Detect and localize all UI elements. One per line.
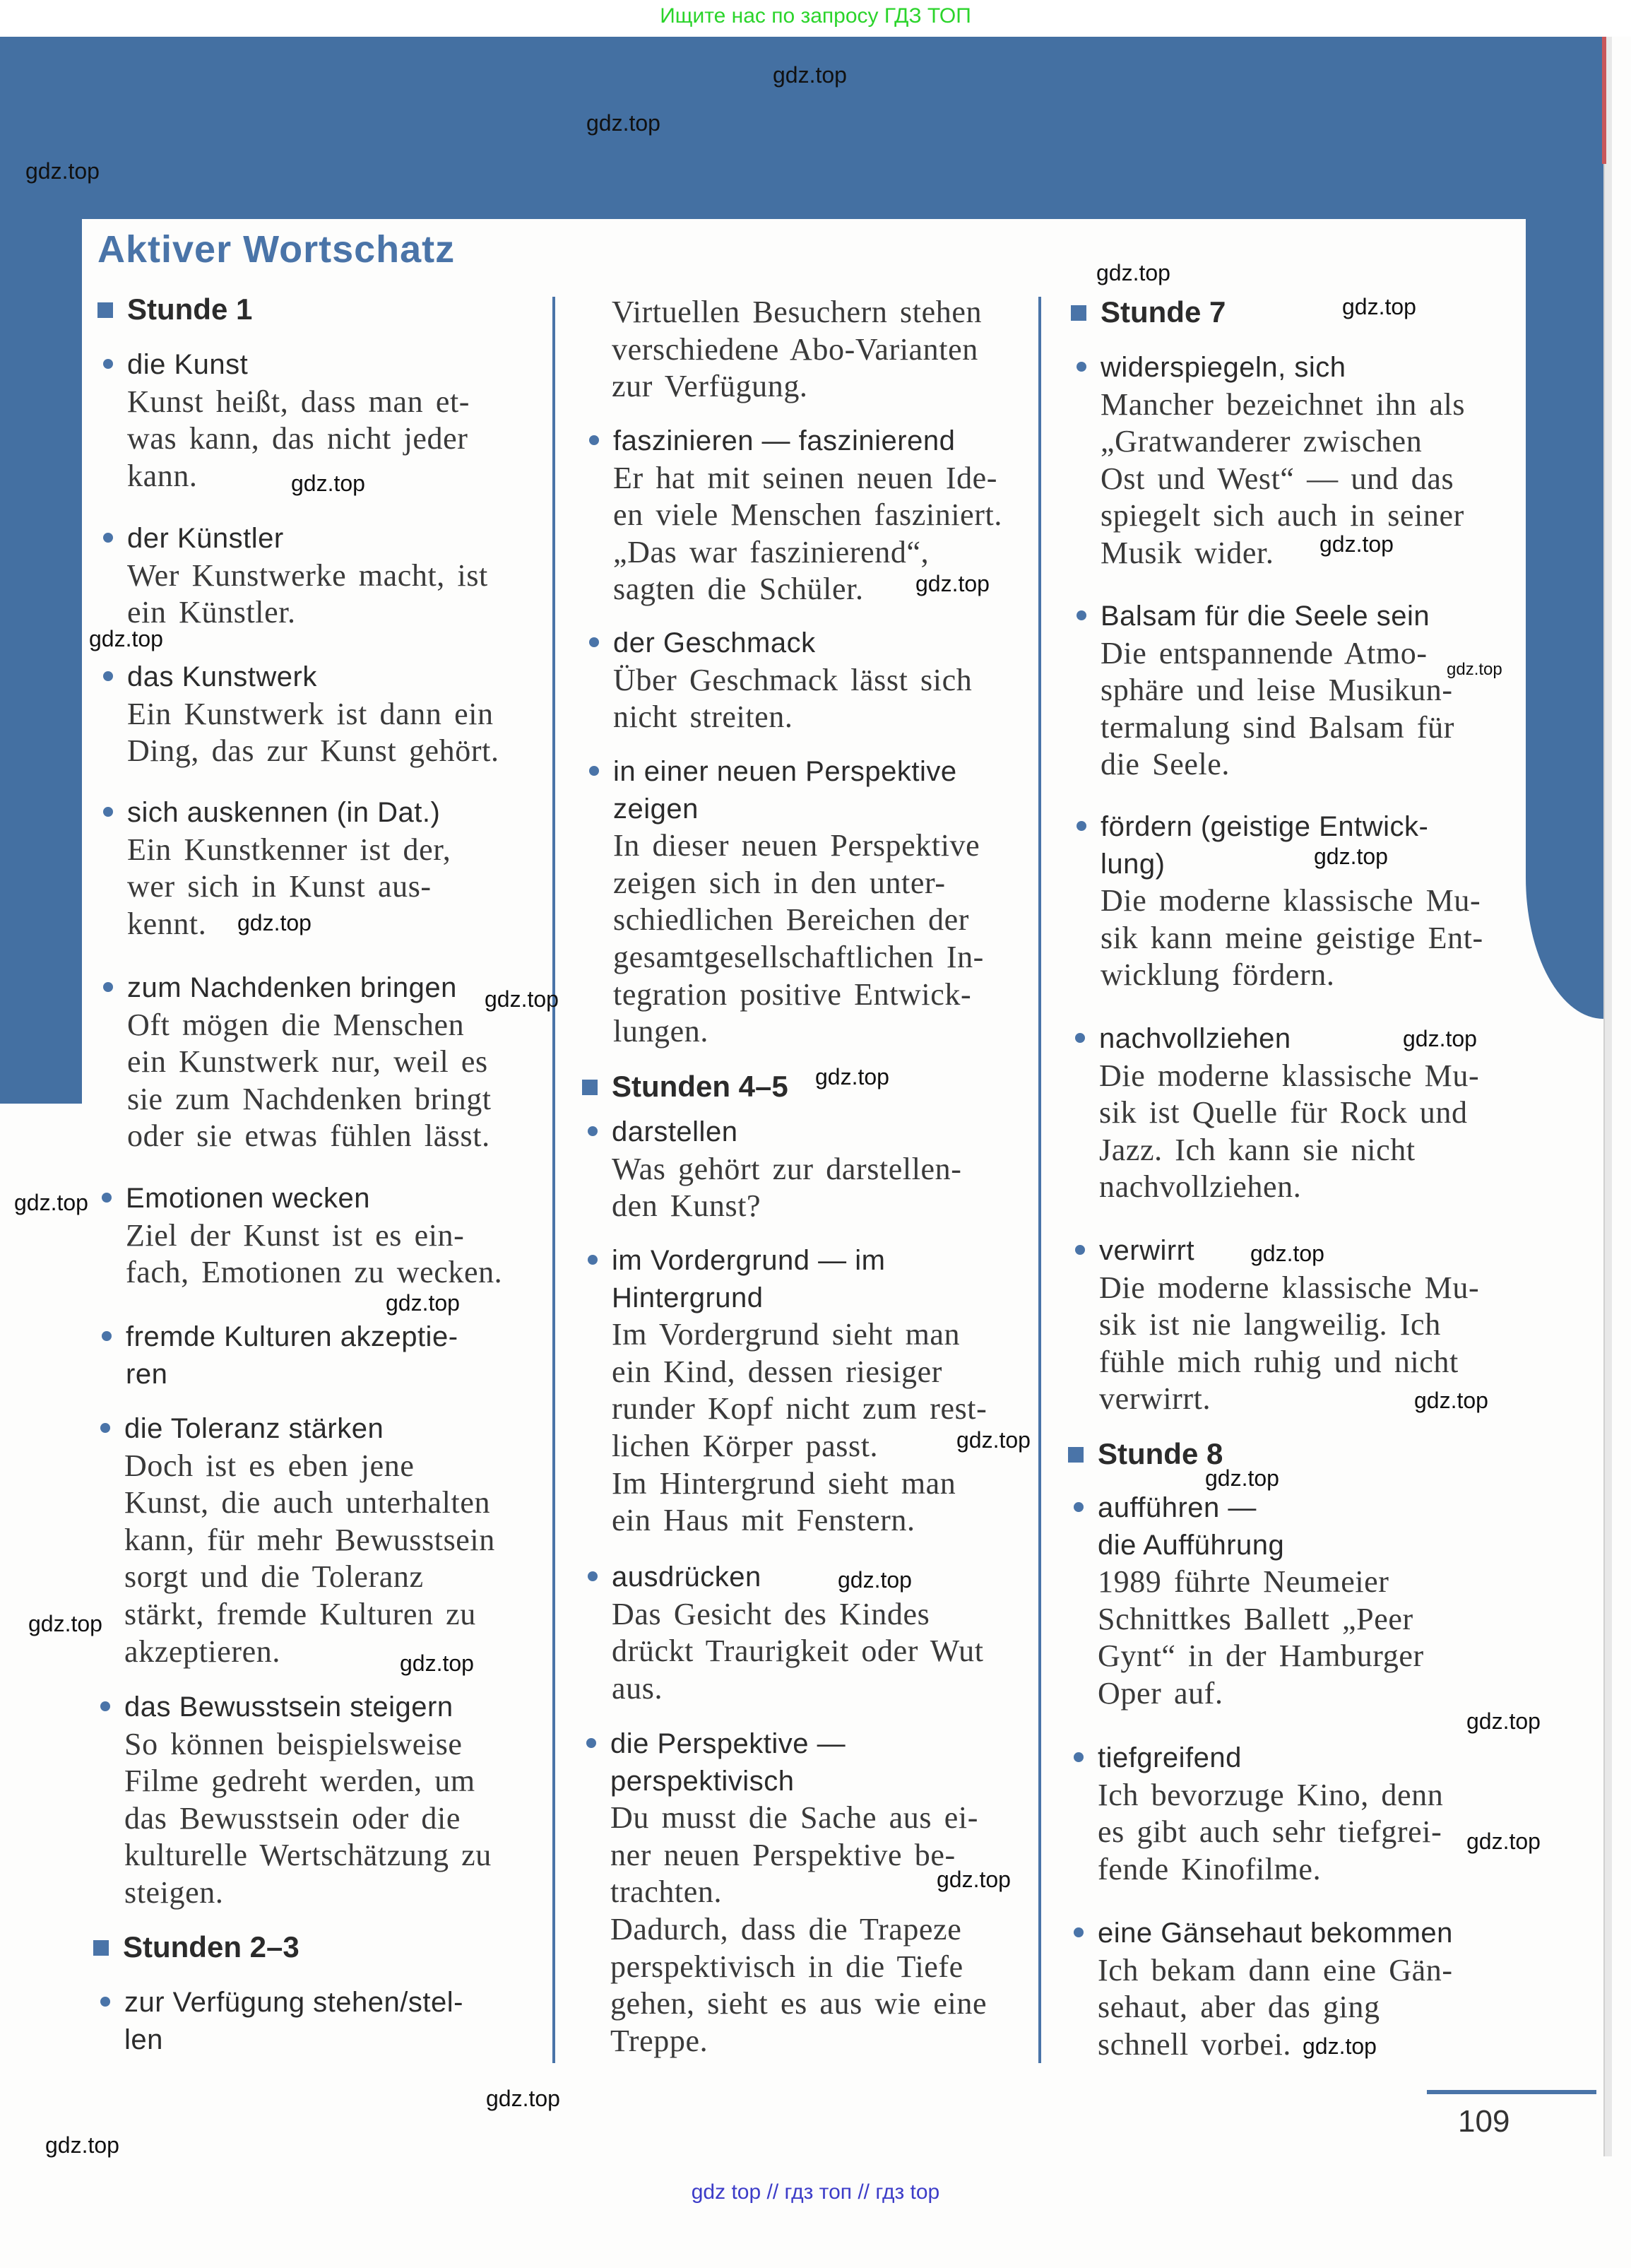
entry-word: widerspiegeln, sich bbox=[1101, 352, 1346, 383]
entry-example: Doch ist es eben jene Kunst, die auch unterhalten kann, für mehr Bewusstsein sorgt und die Toleranz stärkt, fremde Kulturen zu akzeptieren. bbox=[124, 1448, 495, 1669]
bullet-icon bbox=[1077, 362, 1086, 372]
watermark: gdz.top bbox=[386, 1290, 460, 1316]
search-banner: Ищите нас по запросу ГДЗ ТОП bbox=[0, 0, 1631, 37]
bullet-icon bbox=[103, 359, 113, 369]
vocab-entry bbox=[613, 625, 1065, 736]
vocab-entry bbox=[126, 1318, 578, 1393]
bullet-icon bbox=[589, 435, 599, 445]
entry-example: Virtuellen Besuchern stehen verschiedene Abo-Varianten zur Verfügung. bbox=[612, 295, 983, 404]
bullet-icon bbox=[1075, 1245, 1085, 1255]
entry-word: zur Verfügung stehen/stel- len bbox=[124, 1987, 463, 2055]
entry-word: sich auskennen (in Dat.) bbox=[127, 797, 441, 828]
entry-word: darstellen bbox=[612, 1116, 738, 1147]
entry-word: ausdrücken bbox=[612, 1561, 761, 1593]
watermark: gdz.top bbox=[915, 571, 990, 596]
entry-word: nachvollziehen bbox=[1099, 1023, 1291, 1054]
bullet-icon bbox=[102, 1331, 112, 1341]
entry-word: zum Nachdenken bringen bbox=[127, 972, 457, 1003]
bullet-icon bbox=[1077, 610, 1086, 620]
bullet-icon bbox=[588, 1126, 598, 1136]
vocab-entry bbox=[124, 1410, 576, 1670]
vocab-entry bbox=[1101, 808, 1553, 994]
entry-word: eine Gänsehaut bekommen bbox=[1098, 1918, 1453, 1949]
bullet-icon bbox=[1077, 821, 1086, 831]
heading-text: Stunden 2–3 bbox=[123, 1930, 299, 1963]
watermark: gdz.top bbox=[1319, 531, 1394, 557]
entry-word: die Kunst bbox=[127, 349, 249, 380]
watermark: gdz.top bbox=[1205, 1465, 1279, 1491]
entry-word: die Perspektive — perspektivisch bbox=[610, 1728, 846, 1797]
entry-word: der Geschmack bbox=[613, 627, 816, 658]
section-heading bbox=[1068, 1436, 1223, 1472]
entry-example: Die moderne klassische Mu- sik kann meine geistige Ent- wicklung fördern. bbox=[1101, 883, 1483, 993]
watermark: gdz.top bbox=[1314, 844, 1388, 869]
entry-word: fördern (geistige Entwick- lung) bbox=[1101, 811, 1429, 880]
entry-example: Ziel der Kunst ist es ein- fach, Emotionen zu wecken. bbox=[126, 1217, 503, 1290]
watermark: gdz.top bbox=[956, 1427, 1031, 1453]
vocab-entry bbox=[612, 1114, 1064, 1225]
square-bullet-icon bbox=[582, 1080, 598, 1095]
vocab-entry bbox=[124, 1689, 576, 1912]
bullet-icon bbox=[586, 1738, 596, 1748]
square-bullet-icon bbox=[97, 302, 113, 318]
watermark: gdz.top bbox=[1466, 1829, 1541, 1854]
entry-example: Die entspannende Atmo- sphäre und leise Musikun- termalung sind Balsam für die Seele. bbox=[1101, 635, 1455, 782]
vocab-entry bbox=[613, 423, 1065, 608]
vocab-entry bbox=[612, 1242, 1064, 1540]
watermark: gdz.top bbox=[1447, 660, 1502, 679]
entry-example: Ich bevorzuge Kino, denn es gibt auch sehr tiefgrei- fende Kinofilme. bbox=[1098, 1777, 1444, 1886]
vocab-entry bbox=[613, 753, 1065, 1051]
vocab-entry bbox=[127, 520, 579, 632]
watermark: gdz.top bbox=[1303, 2033, 1377, 2059]
vocab-entry-continuation bbox=[612, 294, 1064, 406]
watermark: gdz.top bbox=[14, 1190, 88, 1215]
bullet-icon bbox=[103, 982, 113, 992]
entry-word: die Toleranz stärken bbox=[124, 1413, 384, 1444]
entry-word: faszinieren — faszinierend bbox=[613, 425, 956, 456]
watermark: gdz.top bbox=[773, 62, 847, 88]
entry-word: das Bewusstsein steigern bbox=[124, 1691, 453, 1723]
bullet-icon bbox=[103, 807, 113, 817]
entry-example: Ein Kunstwerk ist dann ein Ding, das zur Kunst gehört. bbox=[127, 696, 499, 769]
bullet-icon bbox=[589, 766, 599, 776]
watermark: gdz.top bbox=[45, 2132, 119, 2158]
entry-word: Balsam für die Seele sein bbox=[1101, 601, 1430, 632]
blue-background-left bbox=[0, 37, 82, 1104]
page-edge bbox=[1603, 37, 1612, 2156]
section-heading bbox=[97, 291, 252, 328]
watermark: gdz.top bbox=[485, 986, 559, 1012]
bullet-icon bbox=[100, 1701, 110, 1711]
heading-text: Stunde 1 bbox=[127, 293, 253, 326]
entry-example: So können beispielsweise Filme gedreht werden, um das Bewusstsein oder die kulturelle Wertschätzung zu steigen. bbox=[124, 1726, 492, 1910]
watermark: gdz.top bbox=[1466, 1708, 1541, 1734]
watermark: gdz.top bbox=[486, 2086, 560, 2111]
entry-example: Wer Kunstwerke macht, ist ein Künstler. bbox=[127, 557, 488, 630]
entry-word: fremde Kulturen akzeptie- ren bbox=[126, 1321, 458, 1390]
watermark: gdz.top bbox=[89, 626, 163, 651]
entry-example: Er hat mit seinen neuen Ide- en viele Menschen fasziniert. „Das war faszinierend“, sagten die Schüler. bbox=[613, 460, 1002, 607]
watermark: gdz.top bbox=[1342, 294, 1416, 319]
bullet-icon bbox=[588, 1571, 598, 1581]
bullet-icon bbox=[100, 1423, 110, 1433]
watermark: gdz.top bbox=[586, 110, 660, 136]
entry-word: verwirrt bbox=[1099, 1235, 1195, 1266]
entry-example: Ein Kunstkenner ist der, wer sich in Kunst aus- kennt. bbox=[127, 832, 451, 941]
watermark: gdz.top bbox=[937, 1867, 1011, 1892]
page-number: 109 bbox=[1458, 2104, 1510, 2139]
vocab-entry bbox=[1098, 1740, 1550, 1888]
watermark: gdz.top bbox=[1096, 260, 1170, 285]
vocab-entry bbox=[127, 794, 579, 943]
page-number-rule bbox=[1427, 2090, 1596, 2094]
watermark: gdz.top bbox=[28, 1611, 102, 1636]
entry-example: In dieser neuen Perspektive zeigen sich in den unter- schiedlichen Bereichen der gesamtgesellschaftlichen In- tegration positive Entwick- lungen. bbox=[613, 828, 984, 1049]
page-edge-marker bbox=[1602, 37, 1606, 164]
bullet-icon bbox=[102, 1193, 112, 1203]
section-heading bbox=[93, 1929, 299, 1966]
square-bullet-icon bbox=[93, 1940, 109, 1956]
footer-links[interactable]: gdz top // гдз топ // гдз top bbox=[691, 2180, 940, 2204]
section-heading bbox=[582, 1068, 788, 1105]
watermark: gdz.top bbox=[25, 158, 100, 184]
bullet-icon bbox=[100, 1997, 110, 2007]
entry-word: Emotionen wecken bbox=[126, 1183, 370, 1214]
watermark: gdz.top bbox=[1414, 1388, 1488, 1413]
entry-word: tiefgreifend bbox=[1098, 1742, 1242, 1773]
entry-example: Kunst heißt, dass man et- was kann, das nicht jeder kann. bbox=[127, 384, 470, 493]
vocab-entry bbox=[1101, 598, 1553, 784]
entry-example: Mancher bezeichnet ihn als „Gratwanderer zwischen Ost und West“ — und das spiegelt sich auch in seiner Musik wider. bbox=[1101, 386, 1466, 570]
entry-example: Die moderne klassische Mu- sik ist nie langweilig. Ich fühle mich ruhig und nicht verwirrt. bbox=[1099, 1270, 1480, 1417]
entry-word: das Kunstwerk bbox=[127, 661, 317, 692]
entry-word: im Vordergrund — im Hintergrund bbox=[612, 1245, 886, 1313]
vocab-entry bbox=[1098, 1489, 1550, 1713]
vocab-entry bbox=[127, 658, 579, 770]
heading-text: Stunde 8 bbox=[1098, 1437, 1223, 1470]
heading-text: Stunde 7 bbox=[1101, 295, 1226, 329]
entry-word: aufführen — die Aufführung bbox=[1098, 1492, 1285, 1561]
bullet-icon bbox=[103, 671, 113, 681]
entry-example: Im Vordergrund sieht man ein Kind, dessen riesiger runder Kopf nicht zum rest- lichen Körper passt. Im Hintergrund sieht man ein Haus mit Fenstern. bbox=[612, 1317, 988, 1538]
section-heading bbox=[1071, 294, 1226, 331]
vocab-entry bbox=[124, 1984, 576, 2058]
watermark: gdz.top bbox=[237, 910, 312, 935]
entry-example: Was gehört zur darstellen- den Kunst? bbox=[612, 1151, 962, 1224]
watermark: gdz.top bbox=[815, 1064, 889, 1089]
watermark: gdz.top bbox=[1403, 1026, 1477, 1051]
entry-example: Ich bekam dann eine Gän- sehaut, aber das ging schnell vorbei. bbox=[1098, 1952, 1453, 2062]
watermark: gdz.top bbox=[291, 471, 365, 496]
square-bullet-icon bbox=[1068, 1447, 1084, 1463]
entry-example: Über Geschmack lässt sich nicht streiten. bbox=[613, 662, 973, 735]
vocab-entry bbox=[1099, 1020, 1551, 1206]
bullet-icon bbox=[1075, 1033, 1085, 1043]
entry-example: Oft mögen die Menschen ein Kunstwerk nur, weil es sie zum Nachdenken bringt oder sie etwas fühlen lässt. bbox=[127, 1007, 492, 1154]
bullet-icon bbox=[1074, 1927, 1084, 1937]
entry-example: Du musst die Sache aus ei- ner neuen Perspektive be- trachten. Dadurch, dass die Trapeze perspektivisch in die Tiefe gehen, sieht es aus wie eine Treppe. bbox=[610, 1800, 988, 2058]
entry-example: 1989 führte Neumeier Schnittkes Ballett „Peer Gynt“ in der Hamburger Oper auf. bbox=[1098, 1564, 1424, 1711]
entry-example: Die moderne klassische Mu- sik ist Quelle für Rock und Jazz. Ich kann sie nicht nachvollziehen. bbox=[1099, 1058, 1480, 1205]
heading-text: Stunden 4–5 bbox=[612, 1070, 788, 1103]
entry-word: der Künstler bbox=[127, 523, 284, 554]
square-bullet-icon bbox=[1071, 305, 1086, 321]
watermark: gdz.top bbox=[400, 1650, 474, 1676]
entry-word: in einer neuen Perspektive zeigen bbox=[613, 756, 957, 825]
bullet-icon bbox=[1074, 1502, 1084, 1512]
page-title: Aktiver Wortschatz bbox=[97, 228, 456, 271]
vocab-entry bbox=[126, 1180, 578, 1292]
entry-example: Das Gesicht des Kindes drückt Traurigkeit oder Wut aus. bbox=[612, 1596, 984, 1706]
bullet-icon bbox=[103, 533, 113, 543]
bullet-icon bbox=[1074, 1752, 1084, 1762]
watermark: gdz.top bbox=[838, 1567, 912, 1593]
bullet-icon bbox=[588, 1255, 598, 1265]
watermark: gdz.top bbox=[1250, 1241, 1324, 1266]
bullet-icon bbox=[589, 637, 599, 647]
